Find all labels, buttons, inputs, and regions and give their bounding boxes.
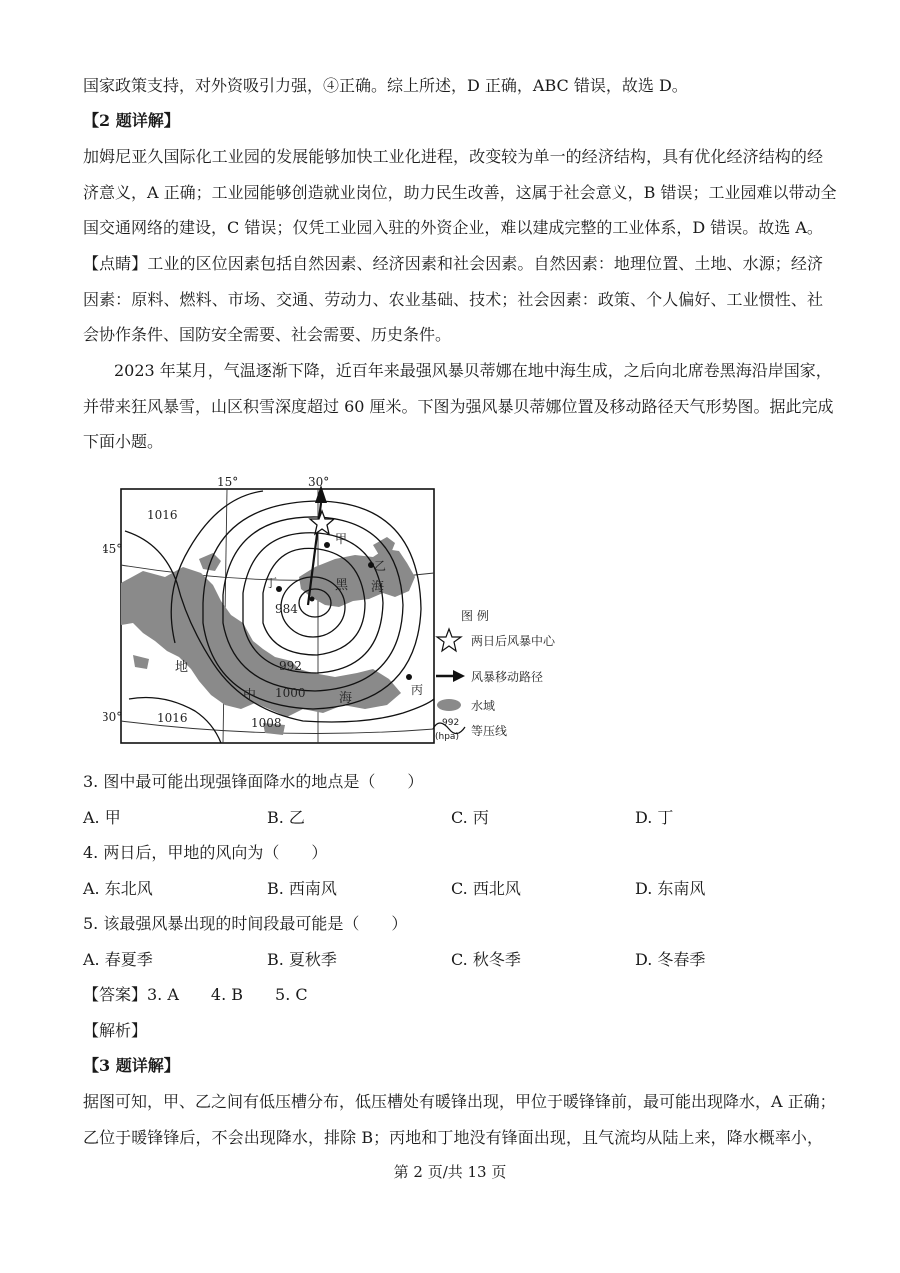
legend-arrow-label: 风暴移动路径 bbox=[471, 670, 544, 684]
tip-line: 因素：原料、燃料、市场、交通、劳动力、农业基础、技术；社会因素：政策、个人偏好、工业惯性、社 bbox=[83, 290, 823, 309]
passage-line: 下面小题。 bbox=[83, 432, 164, 451]
option: A. 春夏季 bbox=[83, 950, 153, 969]
option: D. 冬春季 bbox=[635, 950, 706, 969]
option: C. 西北风 bbox=[451, 879, 521, 898]
passage-line: 2023 年某月，气温逐渐下降，近百年来最强风暴贝蒂娜在地中海生成，之后向北席卷黑海沿岸国家， bbox=[114, 361, 832, 380]
section-heading: 【3 题详解】 bbox=[83, 1056, 180, 1075]
legend-isobar-unit: (hpa) bbox=[435, 732, 459, 742]
option: C. 秋冬季 bbox=[451, 950, 521, 969]
sea-label: 地 bbox=[175, 660, 189, 675]
legend-water-label: 水域 bbox=[471, 699, 496, 713]
legend-isobar-value: 992 bbox=[442, 718, 460, 728]
isobar-label: 1000 bbox=[275, 686, 306, 700]
analysis-label: 【解析】 bbox=[83, 1021, 148, 1040]
legend-water-icon bbox=[437, 699, 461, 711]
sea-label: 海 bbox=[339, 691, 353, 706]
lon-label: 30° bbox=[308, 475, 330, 489]
island-water bbox=[133, 655, 149, 669]
option: B. 夏秋季 bbox=[267, 950, 337, 969]
legend-title: 图 例 bbox=[461, 609, 489, 623]
point-jia bbox=[324, 542, 330, 548]
text-line: 加姆尼亚久国际化工业园的发展能够加快工业化进程，改变较为单一的经济结构，具有优化经济结构的经 bbox=[83, 147, 823, 166]
isobar-label: 984 bbox=[275, 602, 298, 616]
option: B. 乙 bbox=[267, 808, 305, 827]
point-bing bbox=[406, 674, 412, 680]
option: A. 东北风 bbox=[83, 879, 153, 898]
answer-line: 【答案】3. A 4. B 5. C bbox=[83, 985, 308, 1004]
legend-isobar-label: 等压线 bbox=[471, 724, 508, 738]
question-stem: 3. 图中最可能出现强锋面降水的地点是（ ） bbox=[83, 772, 424, 791]
place-label-ding: 丁 bbox=[265, 576, 278, 590]
isobars bbox=[125, 491, 434, 743]
passage-line: 并带来狂风暴雪，山区积雪深度超过 60 厘米。下图为强风暴贝蒂娜位置及移动路径天气形势图。据此完成 bbox=[83, 397, 834, 416]
detail-line: 据图可知，甲、乙之间有低压槽分布，低压槽处有暖锋出现，甲位于暖锋锋前，最可能出现降水，A 正确； bbox=[83, 1092, 836, 1111]
text-line: 国家政策支持，对外资吸引力强，④正确。综上所述，D 正确，ABC 错误，故选 D。 bbox=[83, 76, 688, 95]
legend-arrow-head bbox=[453, 670, 465, 682]
isobar-label: 992 bbox=[279, 659, 302, 673]
tip-line: 会协作条件、国防安全需要、社会需要、历史条件。 bbox=[83, 325, 452, 344]
storm-center-star bbox=[310, 511, 334, 534]
option: C. 丙 bbox=[451, 808, 489, 827]
tip-line: 【点睛】工业的区位因素包括自然因素、经济因素和社会因素。自然因素：地理位置、土地、水源；经济 bbox=[83, 254, 823, 273]
question-stem: 4. 两日后，甲地的风向为（ ） bbox=[83, 843, 328, 862]
detail-line: 乙位于暖锋锋后，不会出现降水，排除 B；丙地和丁地没有锋面出现，且气流均从陆上来，降水概率小， bbox=[83, 1128, 823, 1147]
option: B. 西南风 bbox=[267, 879, 337, 898]
page-footer: 第 2 页/共 13 页 bbox=[393, 1163, 507, 1181]
section-heading: 【2 题详解】 bbox=[83, 111, 180, 130]
place-label-bing: 丙 bbox=[411, 683, 424, 697]
isobar-label: 1008 bbox=[251, 716, 282, 730]
text-line: 国交通网络的建设，C 错误；仅凭工业园入驻的外资企业，难以建成完整的工业体系，D 错误。故选 A。 bbox=[83, 218, 823, 237]
lat-label: 30° bbox=[103, 710, 123, 724]
sea-label: 海 bbox=[371, 580, 385, 595]
lon-label: 15° bbox=[217, 475, 239, 489]
isobar-label: 1016 bbox=[147, 508, 178, 522]
lat-label: 45° bbox=[103, 542, 123, 556]
text-line: 济意义，A 正确；工业园能够创造就业岗位，助力民生改善，这属于社会意义，B 错误；工业园难以带动全 bbox=[83, 183, 837, 202]
isobar-label: 1016 bbox=[157, 711, 188, 725]
question-stem: 5. 该最强风暴出现的时间段最可能是（ ） bbox=[83, 914, 408, 933]
sea-label: 黑 bbox=[335, 578, 349, 593]
legend-star-label: 两日后风暴中心 bbox=[471, 634, 556, 648]
sea-label: 中 bbox=[243, 688, 257, 703]
weather-map bbox=[103, 473, 573, 758]
place-label-yi: 乙 bbox=[374, 559, 387, 573]
low-center bbox=[310, 597, 315, 602]
weather-map-svg bbox=[103, 473, 573, 758]
black-sea-water bbox=[299, 549, 415, 607]
map-legend bbox=[433, 608, 556, 742]
place-label-jia: 甲 bbox=[335, 532, 348, 546]
option: A. 甲 bbox=[83, 808, 121, 827]
option: D. 东南风 bbox=[635, 879, 706, 898]
legend-star-icon bbox=[437, 629, 461, 651]
option: D. 丁 bbox=[635, 808, 674, 827]
